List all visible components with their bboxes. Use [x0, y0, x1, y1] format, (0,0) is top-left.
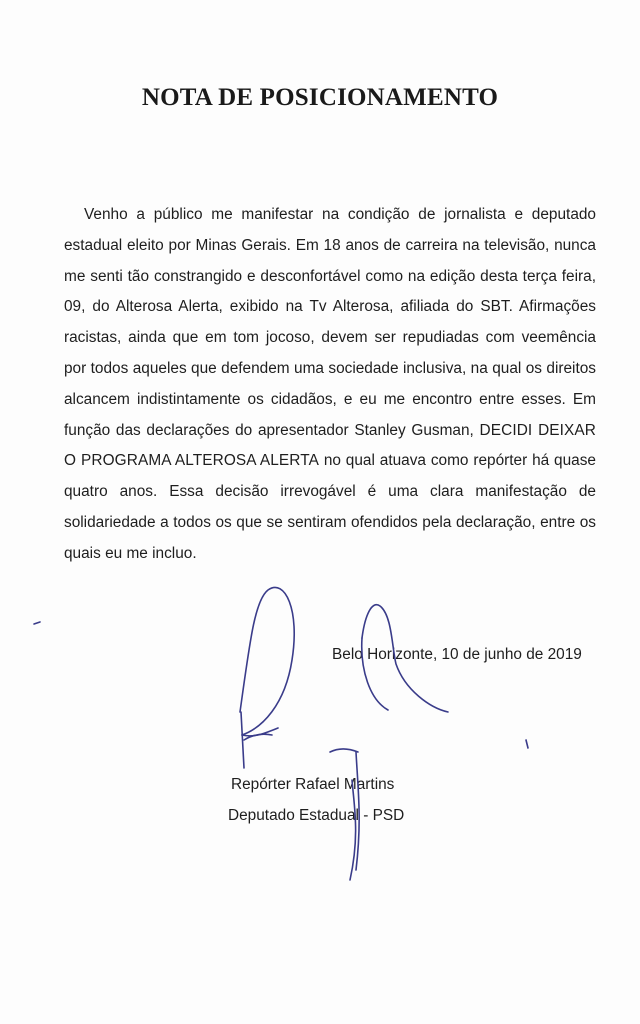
statement-text-part2: no qual atuava como repórter há quase quatro anos. Essa decisão irrevogável é uma clara manifestação de solidariedade a todos os que se sentiram ofendidos pela declaração, entre os quais eu me incluo.: [64, 452, 596, 562]
signature-stroke-r-leg: [242, 728, 278, 736]
document-title: NOTA DE POSICIONAMENTO: [141, 84, 499, 111]
statement-paragraph: [64, 200, 596, 570]
signature-stroke-dash: [330, 749, 358, 752]
signature-stroke-vertical2: [350, 780, 356, 880]
statement-text-part1: Venho a público me manifestar na condição de jornalista e deputado estadual eleito por Minas Gerais. Em 18 anos de carreira na televisão, nunca me senti tão constrangido e desconfortável como na edição desta terça feira, 09, do Alterosa Alerta, exibido na Tv Alterosa, afiliada do SBT. Afirmações racistas, ainda que em tom jocoso, devem ser repudiadas com veemência por todos aqueles que defendem uma sociedade inclusiva, na qual os direitos alcancem indistintamente os cidadãos, e eu me encontro entre esses. Em função das declarações do apresentador Stanley Gusman,: [64, 206, 596, 439]
signer-role: Deputado Estadual - PSD: [228, 807, 405, 824]
date-line: Belo Horizonte, 10 de junho de 2019: [332, 646, 582, 663]
signature-stroke-k2: [244, 734, 272, 740]
signer-name: Repórter Rafael Martins: [231, 776, 395, 793]
statement-emphasis: DECIDI DEIXAR O PROGRAMA ALTEROSA ALERTA: [64, 421, 596, 470]
signature-stroke-mark2: [34, 622, 40, 624]
signature-stroke-mark: [526, 740, 528, 748]
signature-stroke-r: [240, 587, 294, 735]
signature-stroke-k: [241, 712, 244, 768]
